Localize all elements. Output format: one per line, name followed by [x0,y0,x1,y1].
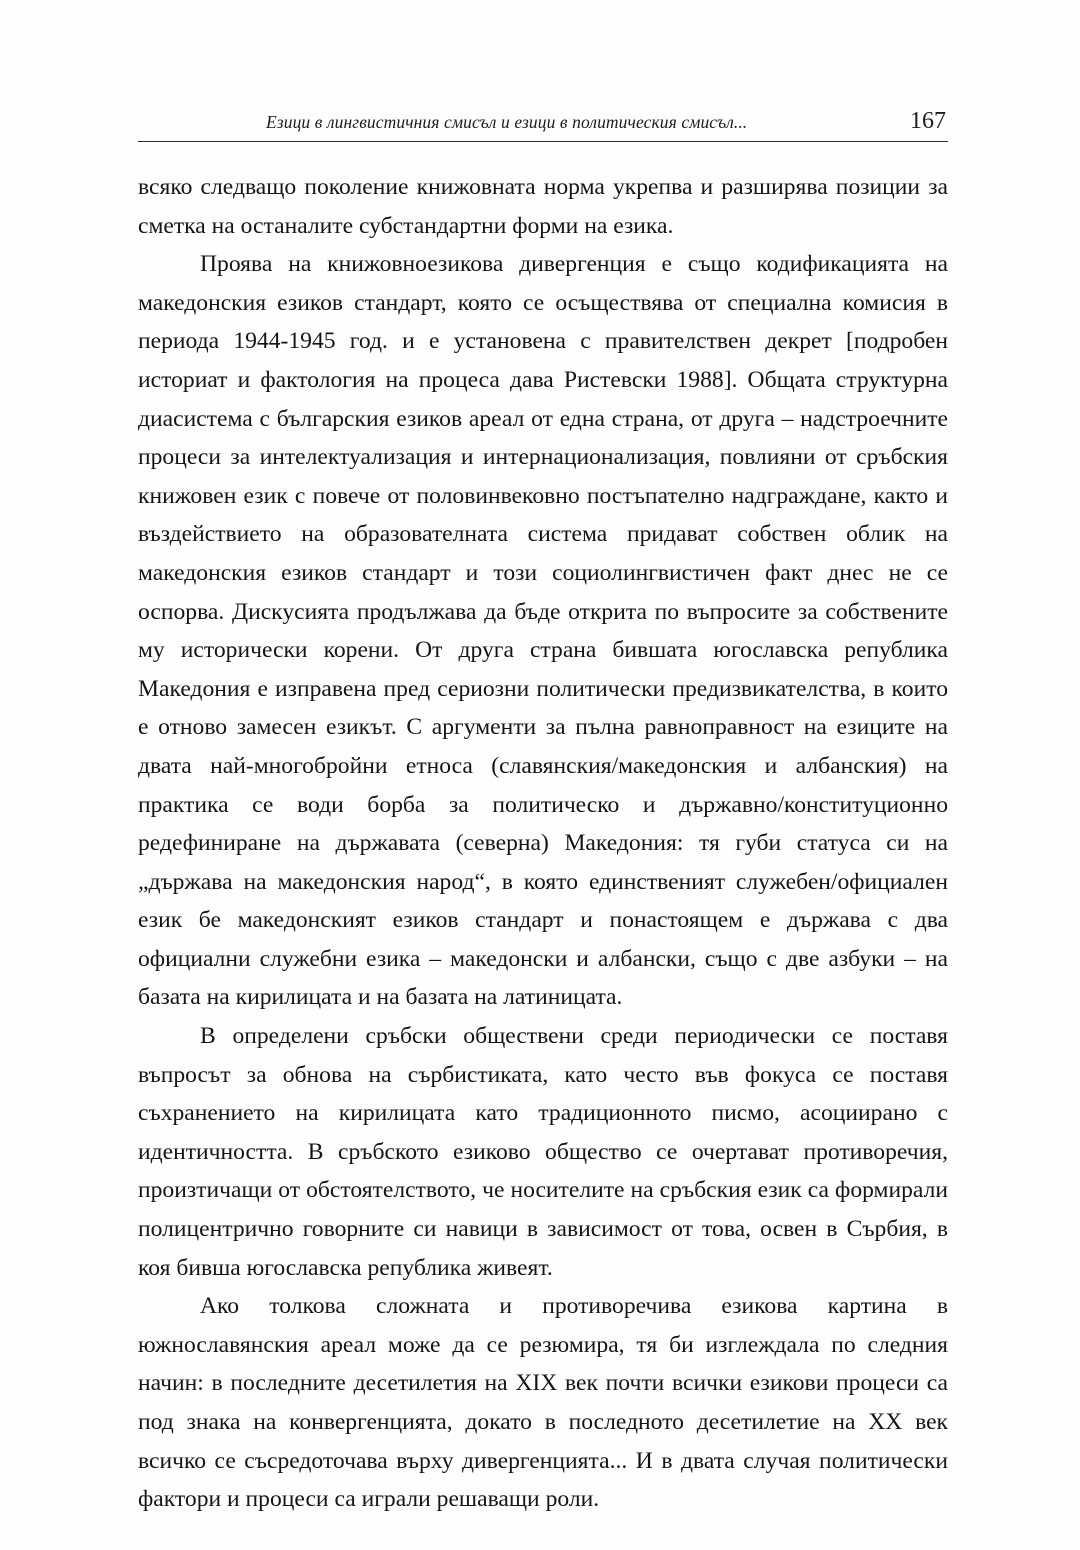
paragraph: В определени сръбски обществени среди периодически се поставя въпросът за обнова на сърбистиката, като често във фокуса се поставя съхранението на кирилицата като традиционното писмо, асоциирано с идентичността. В сръбското езиково общество се очертават противоречия, произтичащи от обстоятелството, че носителите на сръбския език са формирали полицентрично говорните си навици в зависимост от това, освен в Сърбия, в коя бивша югославска република живеят. [138,1023,948,1281]
page-header [138,108,948,142]
body-text [138,168,948,1519]
paragraph: Проява на книжовноезикова дивергенция е също кодификацията на македонския езиков стандарт, която се осъществява от специална комисия в периода 1944-1945 год. и е установена с правителствен декрет [подробен историат и фактология на процеса дава Ристевски 1988]. Общата структурна диасистема с българския езиков ареал от една страна, от друга – надстроечните процеси за интелектуализация и интернационализация, повлияни от сръбския книжовен език с повече от половинвековно постъпателно надграждане, както и въздействието на образователната система придават собствен облик на македонския езиков стандарт и този социолингвистичен факт днес не се оспорва. Дискусията продължава да бъде открита по въпросите за собствените му исторически корени. От друга страна бившата югославска република Македония е изправена пред сериозни политически предизвикателства, в които е отново замесен езикът. С аргументи за пълна равноправност на езиците на двата най-многобройни етноса (славянския/македонския и албанския) на практика се води борба за политическо и държавно/конституционно редефиниране на държавата (северна) Македония: тя губи статуса си на „държава на македонския народ“, в която единственият служебен/официален език бе македонският езиков стандарт и понастоящем е държава с два официални служебни езика – македонски и албански, също с две азбуки – на базата на кирилицата и на базата на латиницата. [138,251,948,1011]
running-title: Езици в лингвистичния смисъл и езици в политическия смисъл... [266,112,748,132]
page-content [138,108,948,1519]
page-number: 167 [910,108,946,134]
paragraph: Ако толкова сложната и противоречива езикова картина в южнославянския ареал може да се резюмира, тя би изглеждала по следния начин: в последните десетилетия на XIX век почти всички езикови процеси са под знака на конвергенцията, докато в последното десетилетие на XX век всичко се съсредоточава върху дивергенцията... И в двата случая политически фактори и процеси са играли решаващи роли. [138,1293,948,1513]
paragraph: всяко следващо поколение книжовната норма укрепва и разширява позиции за сметка на останалите субстандартни форми на езика. [138,174,948,239]
